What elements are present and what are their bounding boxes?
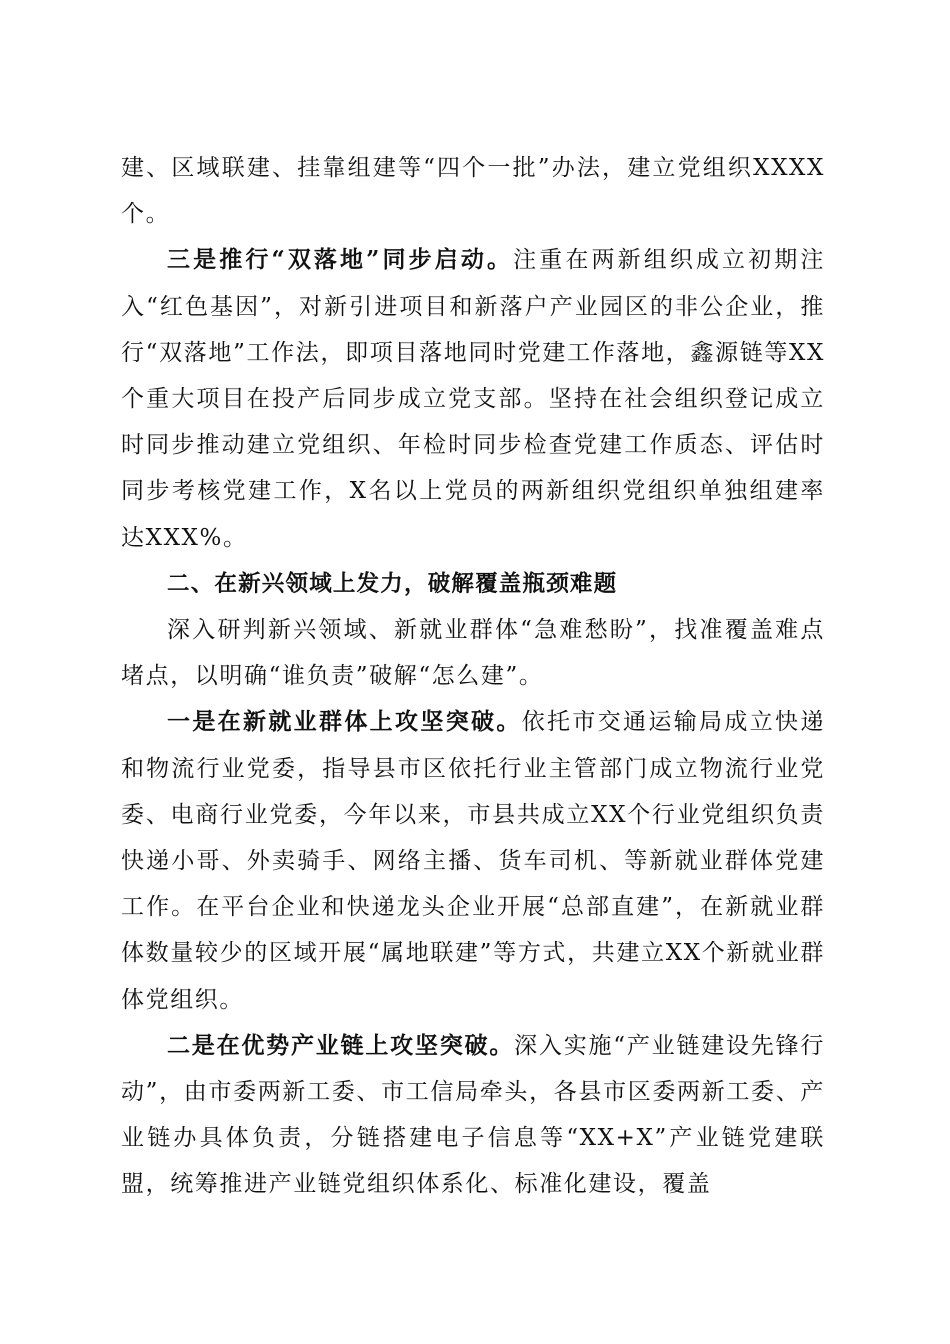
paragraph-one-new-employment	[121, 699, 825, 1022]
paragraph-text: 注重在两新组织成立初期注入“红色基因”，对新引进项目和新落户产业园区的非公企业，推行“双落地”工作法，即项目落地同时党建工作落地，鑫源链等XX个重大项目在投产后同步成立党支部。坚持在社会组织登记成立时同步推动建立党组织、年检时同步检查党建工作质态、评估时同步考核党建工作，X名以上党员的两新组织党组织单独组建率达XXX%。	[121, 247, 826, 551]
section-heading-2: 二、在新兴领域上发力，破解覆盖瓶颈难题	[167, 570, 618, 597]
paragraph-text: 依托市交通运输局成立快递和物流行业党委，指导县市区依托行业主管部门成立物流行业党委、电商行业党委，今年以来，市县共成立XX个行业党组织负责快递小哥、外卖骑手、网络主播、货车司机、等新就业群体党建工作。在平台企业和快递龙头企业开展“总部直建”，在新就业群体数量较少的区域开展“属地联建”等方式，共建立XX个新就业群体党组织。	[121, 709, 825, 1013]
document-body	[121, 145, 825, 1208]
paragraph-lead: 二是在优势产业链上攻坚突破。	[167, 1031, 515, 1059]
paragraph-section-intro	[121, 607, 825, 699]
paragraph-continuation	[121, 145, 825, 237]
paragraph-text: 深入实施“产业链建设先锋行动”，由市委两新工委、市工信局牵头，各县市区委两新工委、产业链办具体负责，分链搭建电子信息等“XX+X”产业链党建联盟，统筹推进产业链党组织体系化、标准化建设，覆盖	[121, 1032, 825, 1198]
paragraph-two-industry-chain	[121, 1023, 825, 1208]
paragraph-text: 深入研判新兴领域、新就业群体“急难愁盼”，找准覆盖难点堵点，以明确“谁负责”破解“怎么建”。	[121, 617, 825, 690]
paragraph-lead: 三是推行“双落地”同步启动。	[167, 246, 514, 274]
paragraph-three-double-landing	[121, 237, 825, 560]
paragraph-lead: 一是在新就业群体上攻坚突破。	[167, 708, 522, 736]
paragraph-text: 建、区域联建、挂靠组建等“四个一批”办法，建立党组织XXXX个。	[121, 155, 825, 228]
